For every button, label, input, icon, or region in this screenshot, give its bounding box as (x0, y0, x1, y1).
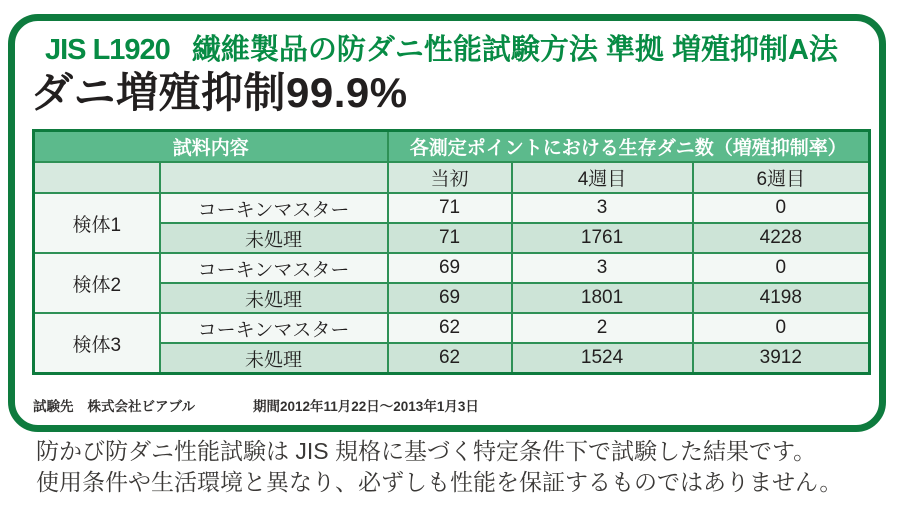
subheader-empty-specimen (34, 162, 160, 193)
treatment-label: 未処理 (160, 223, 388, 253)
treatment-label: コーキンマスター (160, 253, 388, 283)
value-cell: 69 (388, 253, 512, 283)
table-row-specimen1-untreated (34, 223, 870, 253)
value-cell: 0 (693, 253, 870, 283)
value-cell: 2 (512, 313, 693, 343)
test-results-table (32, 129, 871, 375)
specimen-label: 検体2 (34, 253, 160, 313)
value-cell: 69 (388, 283, 512, 313)
lab-name: 株式会社ビアブル (87, 399, 195, 414)
value-cell: 62 (388, 343, 512, 374)
table-row-specimen1-treated (34, 193, 870, 223)
table-row-specimen2-treated (34, 253, 870, 283)
test-method-title: 繊維製品の防ダニ性能試験方法 準拠 増殖抑制A法 (191, 34, 838, 66)
header-mite-counts: 各測定ポイントにおける生存ダニ数（増殖抑制率） (388, 131, 870, 163)
disclaimer-text (36, 436, 842, 498)
treatment-label: コーキンマスター (160, 313, 388, 343)
value-cell: 1801 (512, 283, 693, 313)
value-cell: 1524 (512, 343, 693, 374)
value-cell: 3 (512, 193, 693, 223)
value-cell: 62 (388, 313, 512, 343)
treatment-label: コーキンマスター (160, 193, 388, 223)
disclaimer-line1: 防かび防ダニ性能試験は JIS 規格に基づく特定条件下で試験した結果です。 (36, 438, 817, 464)
lab-label: 試験先 (33, 399, 74, 414)
specimen-label: 検体3 (34, 313, 160, 374)
treatment-label: 未処理 (160, 283, 388, 313)
subheader-empty-treatment (160, 162, 388, 193)
standard-title (45, 33, 838, 67)
test-period: 期間2012年11月22日～2013年1月3日 (252, 399, 479, 414)
value-cell: 4228 (693, 223, 870, 253)
value-cell: 71 (388, 223, 512, 253)
header-sample-content: 試料内容 (34, 131, 388, 163)
test-report-frame (8, 14, 886, 432)
value-cell: 3 (512, 253, 693, 283)
jis-standard-code: JIS L1920 (45, 34, 170, 66)
table-header-row (34, 131, 870, 163)
disclaimer-line2: 使用条件や生活環境と異なり、必ずしも性能を保証するものではありません。 (36, 469, 843, 495)
value-cell: 0 (693, 193, 870, 223)
subheader-week4: 4週目 (512, 162, 693, 193)
value-cell: 4198 (693, 283, 870, 313)
value-cell: 71 (388, 193, 512, 223)
table-row-specimen2-untreated (34, 283, 870, 313)
test-footnote (33, 395, 479, 415)
value-cell: 1761 (512, 223, 693, 253)
table-row-specimen3-untreated (34, 343, 870, 374)
result-headline: ダニ増殖抑制99.9% (31, 69, 408, 116)
value-cell: 0 (693, 313, 870, 343)
treatment-label: 未処理 (160, 343, 388, 374)
table-subheader-row (34, 162, 870, 193)
table-row-specimen3-treated (34, 313, 870, 343)
subheader-initial: 当初 (388, 162, 512, 193)
specimen-label: 検体1 (34, 193, 160, 253)
subheader-week6: 6週目 (693, 162, 870, 193)
value-cell: 3912 (693, 343, 870, 374)
